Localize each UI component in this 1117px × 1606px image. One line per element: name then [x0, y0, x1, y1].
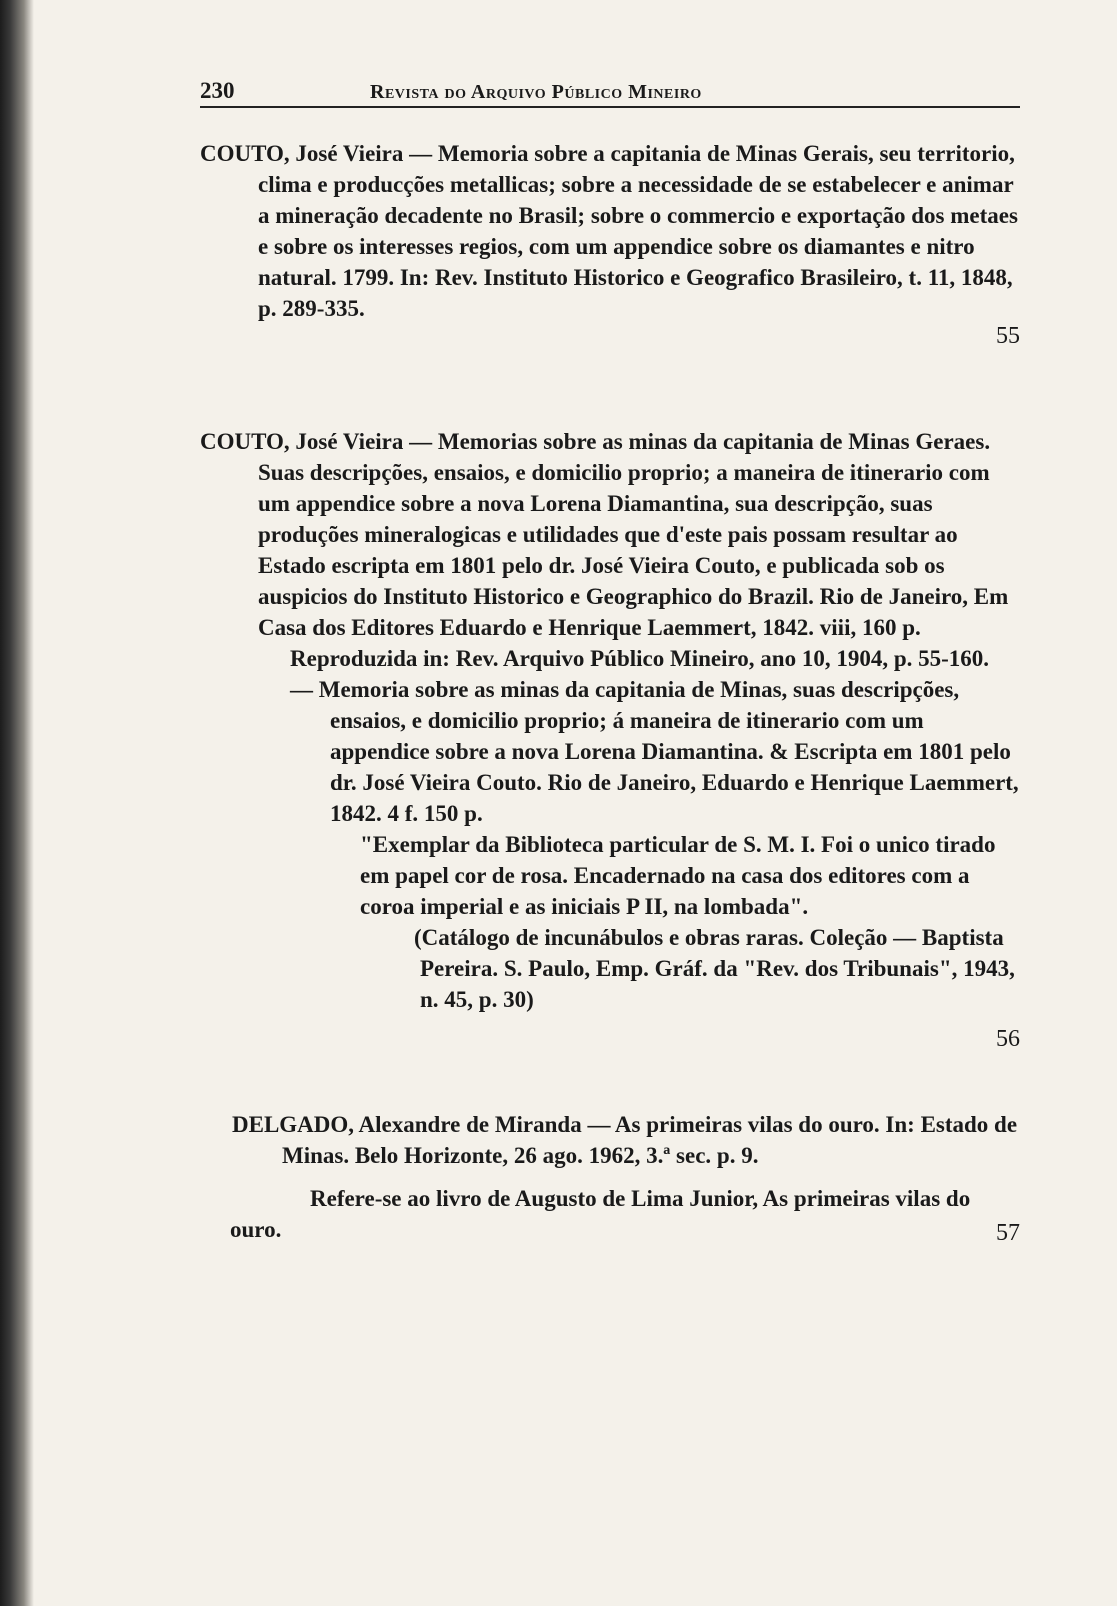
- reference-note: Refere-se ao livro de Augusto de Lima Junior, As primeiras vilas do ouro.: [230, 1186, 971, 1242]
- reproduction-note: Reproduzida in: Rev. Arquivo Público Mineiro, ano 10, 1904, p. 55-160.: [290, 646, 990, 671]
- running-header: [200, 78, 1020, 108]
- variant-citation: — Memoria sobre as minas da capitania de Minas, suas descripções, ensaios, e domicilio proprio; á maneira de itinerario com um appendice sobre a nova Lorena Diamantina. & Escripta em 1801 pelo dr. José Vieira Couto. Rio de Janeiro, Eduardo e Henrique Laemmert, 1842. 4 f. 150 p.: [290, 677, 1019, 826]
- document-page: [200, 78, 1020, 1245]
- bibliography-entry-56: [200, 426, 1020, 1052]
- journal-title: Revista do Arquivo Público Mineiro: [370, 81, 702, 103]
- entry-number: 57: [996, 1220, 1020, 1246]
- bibliography-entry-57: [200, 1109, 1020, 1245]
- entry-citation: COUTO, José Vieira — Memoria sobre a capitania de Minas Gerais, seu territorio, clima e producções metallicas; sobre a necessidade de se estabelecer e animar a mineração decadente no Brasil; sobre o commercio e exportação dos metaes e sobre os interesses regios, com um appendice sobre os diamantes e nitro natural. 1799. In: Rev. Instituto Historico e Geografico Brasileiro, t. 11, 1848, p. 289-335.: [200, 141, 1018, 321]
- page-binding-shadow: [0, 0, 34, 1606]
- entry-number: 56: [996, 1026, 1020, 1052]
- catalog-reference: (Catálogo de incunábulos e obras raras. Coleção — Baptista Pereira. S. Paulo, Emp. Gráf. da "Rev. dos Tribunais", 1943, n. 45, p. 30): [414, 925, 1015, 1012]
- page-number: 230: [200, 78, 235, 103]
- copy-note-quote: "Exemplar da Biblioteca particular de S. M. I. Foi o unico tirado em papel cor de rosa. Encadernado na casa dos editores com a coroa imperial e as iniciais P II, na lombada".: [360, 832, 996, 919]
- entry-citation: COUTO, José Vieira — Memorias sobre as minas da capitania de Minas Geraes. Suas descripções, ensaios, e domicilio proprio; a maneira de itinerario com um appendice sobre a nova Lorena Diamantina, sua descripção, suas produções mineralogicas e utilidades que d'este pais possam resultar ao Estado escripta em 1801 pelo dr. José Vieira Couto, e publicada sob os auspicios do Instituto Historico e Geographico do Brazil. Rio de Janeiro, Em Casa dos Editores Eduardo e Henrique Laemmert, 1842. viii, 160 p.: [200, 429, 1009, 640]
- entry-number: 55: [996, 323, 1020, 349]
- bibliography-entry-55: [200, 138, 1020, 349]
- entry-citation: DELGADO, Alexandre de Miranda — As primeiras vilas do ouro. In: Estado de Minas. Belo Horizonte, 26 ago. 1962, 3.ª sec. p. 9.: [232, 1112, 1018, 1168]
